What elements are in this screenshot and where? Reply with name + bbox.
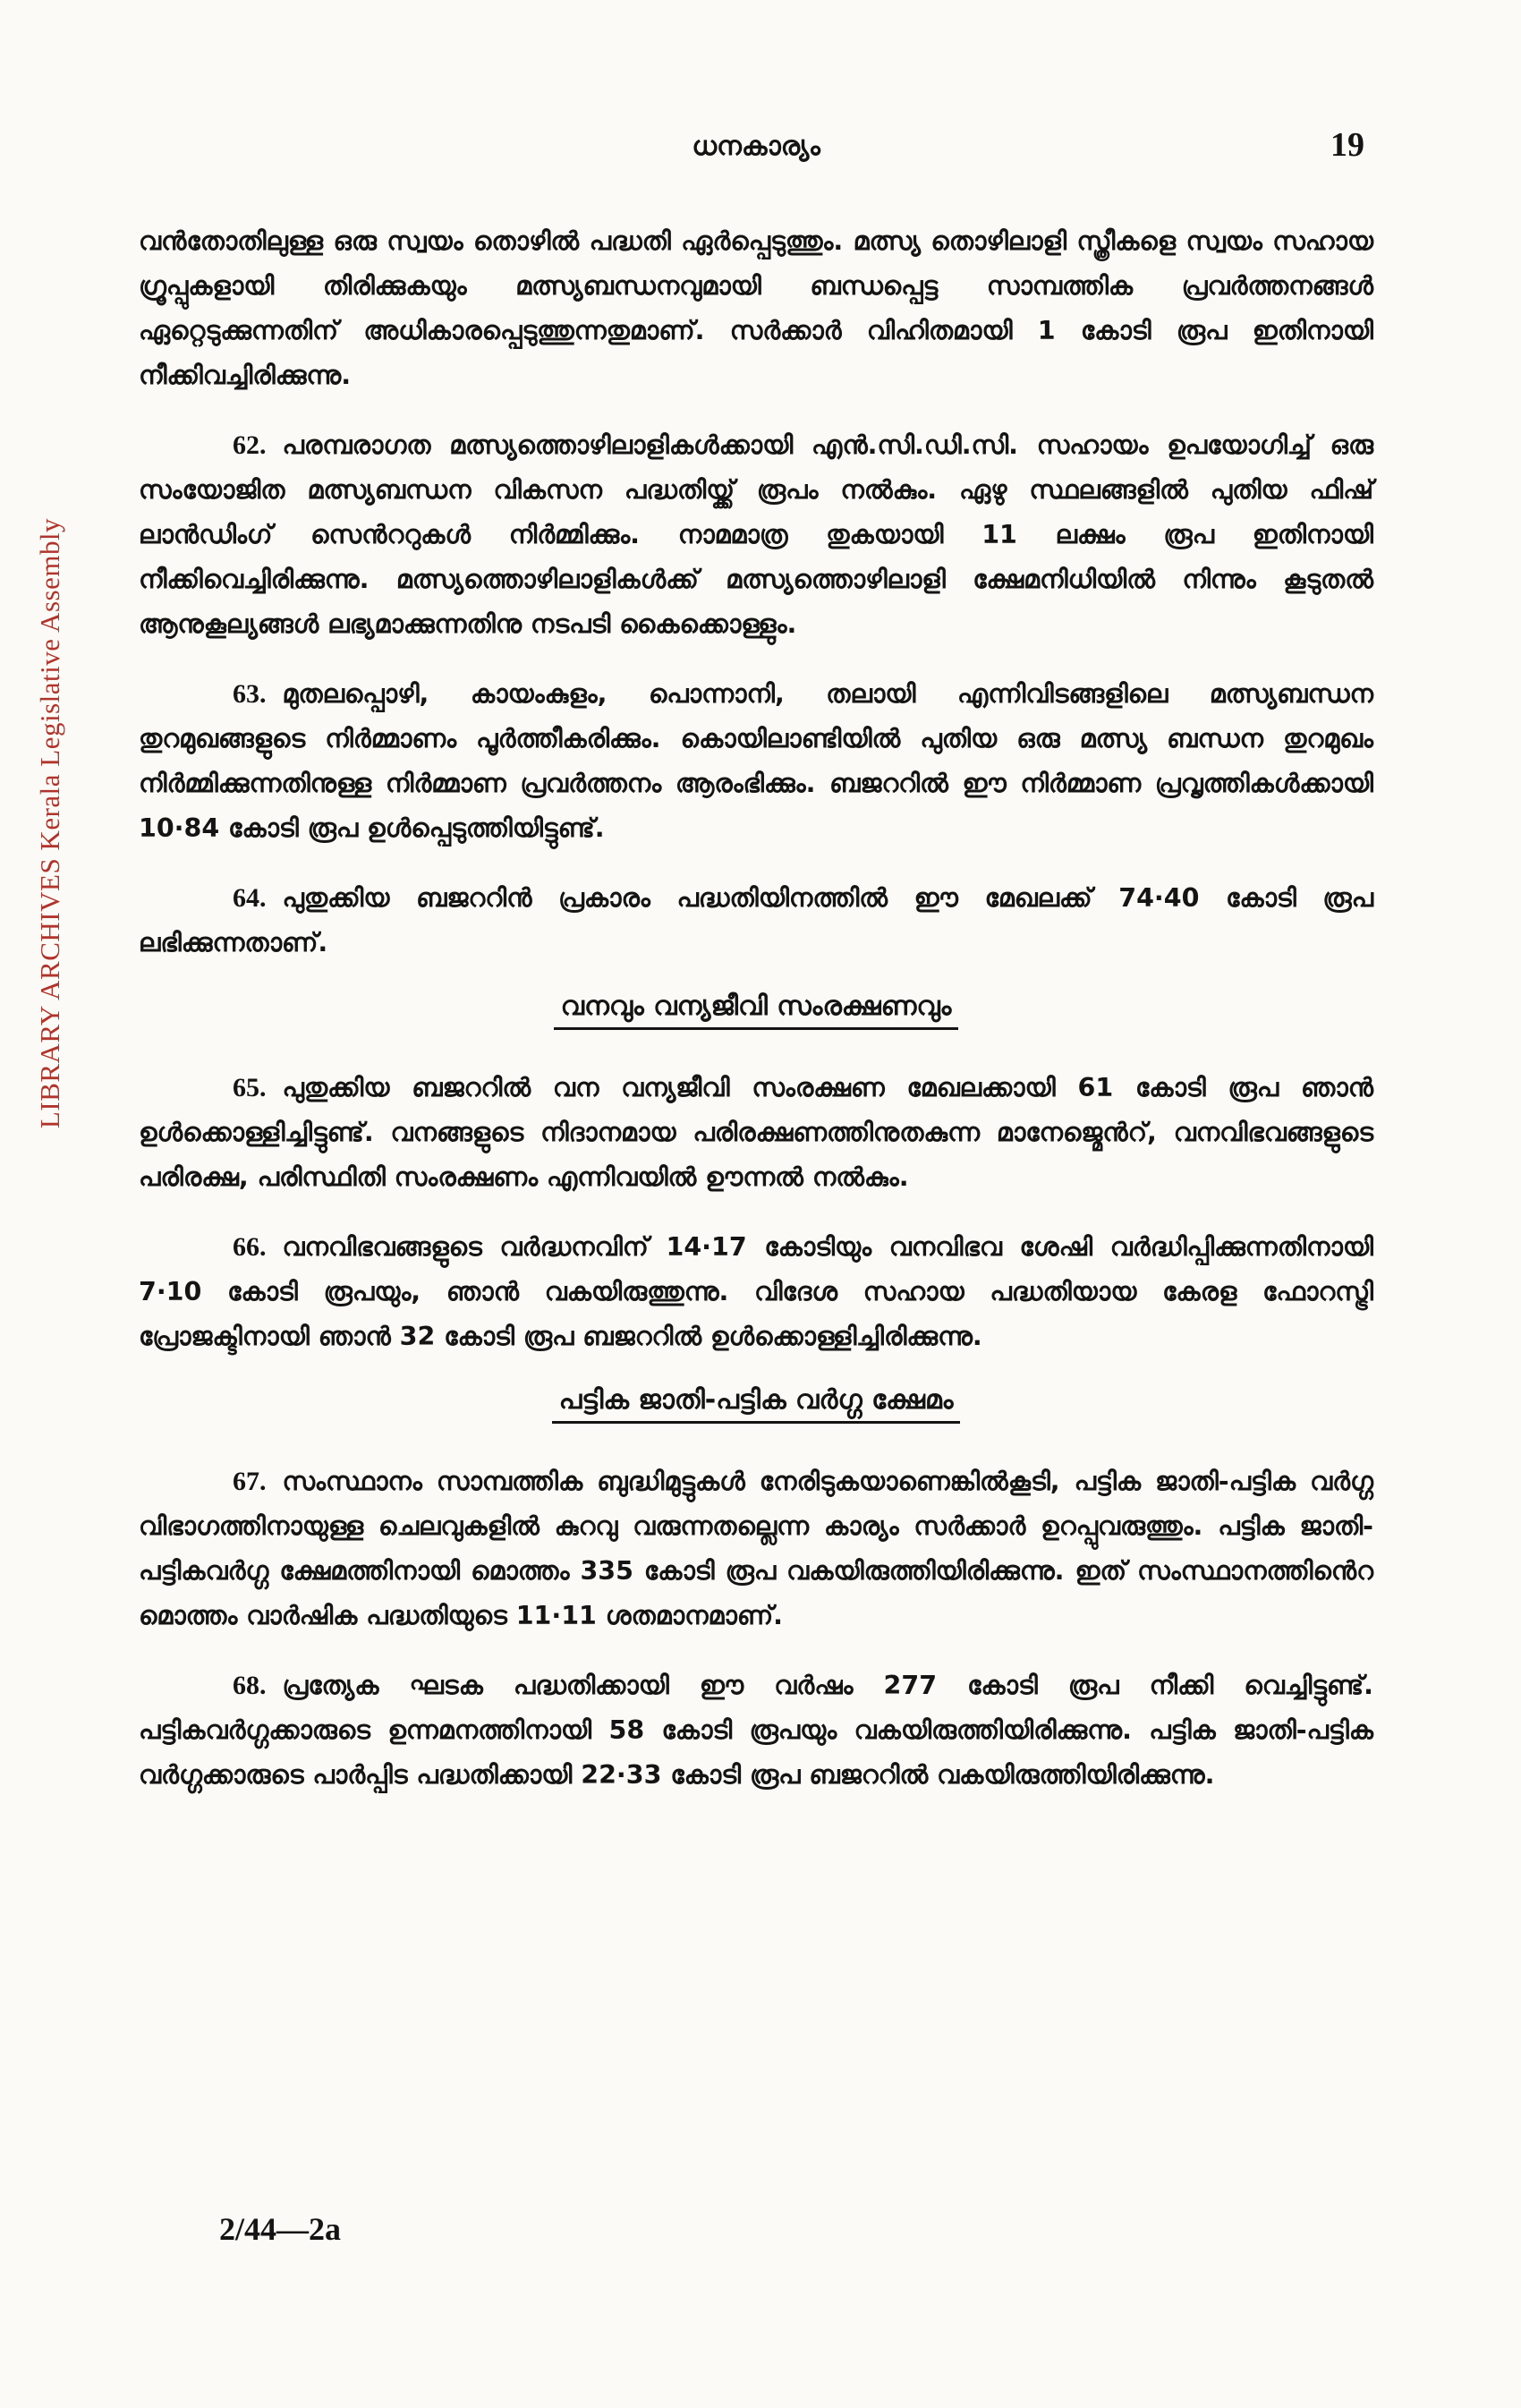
section-heading-sc-st [139,1384,1373,1424]
paragraph-text: സംസ്ഥാനം സാമ്പത്തിക ബുദ്ധിമുട്ടുകൾ നേരിടുകയാണെങ്കിൽകൂടി, പട്ടിക ജാതി-പട്ടിക വർഗ്ഗ വിഭാഗത്തിനായുള്ള ചെലവുകളിൽ കുറവു വരുന്നതല്ലെന്ന കാര്യം സർക്കാർ ഉറപ്പുവരുത്തും. പട്ടിക ജാതി-പട്ടികവർഗ്ഗ ക്ഷേമത്തിനായി മൊത്തം 335 കോടി രൂപ വകയിരുത്തിയിരിക്കുന്നു. ഇത് സംസ്ഥാനത്തിൻെറ മൊത്തം വാർഷിക പദ്ധതിയുടെ 11·11 ശതമാനമാണ്. [139,1467,1373,1630]
document-page [139,0,1373,2408]
paragraph-64 [139,876,1373,966]
body-text [139,219,1373,1823]
page-number: 19 [1330,126,1364,164]
paragraph-62 [139,423,1373,647]
signature-mark: 2/44—2a [219,2211,342,2247]
paragraph-number: 65. [233,1073,267,1102]
paragraph-number: 67. [233,1467,267,1496]
running-header [139,125,1373,168]
paragraph-text: പ്രത്യേക ഘടക പദ്ധതിക്കായി ഈ വർഷം 277 കോടി രൂപ നീക്കി വെച്ചിട്ടുണ്ട്. പട്ടികവർഗ്ഗക്കാരുടെ ഉന്നമനത്തിനായി 58 കോടി രൂപയും വകയിരുത്തിയിരിക്കുന്നു. പട്ടിക ജാതി-പട്ടിക വർഗ്ഗക്കാരുടെ പാർപ്പിട പദ്ധതിക്കായി 22·33 കോടി രൂപ ബജററിൽ വകയിരുത്തിയിരിക്കുന്നു. [139,1671,1373,1790]
section-heading-forest [139,991,1373,1030]
paragraph-number: 66. [233,1232,267,1262]
section-heading-text: പട്ടിക ജാതി-പട്ടിക വർഗ്ഗ ക്ഷേമം [552,1384,961,1424]
watermark-text: LIBRARY ARCHIVES Kerala Legislative Assembly [34,517,65,1129]
paragraph-65 [139,1066,1373,1200]
paragraph-text: മുതലപ്പൊഴി, കായംകുളം, പൊന്നാനി, തലായി എന്നിവിടങ്ങളിലെ മത്സ്യബന്ധന തുറമുഖങ്ങളുടെ നിർമ്മാണം പൂർത്തീകരിക്കും. കൊയിലാണ്ടിയിൽ പുതിയ ഒരു മത്സ്യ ബന്ധന തുറമുഖം നിർമ്മിക്കുന്നതിനുള്ള നിർമ്മാണ പ്രവർത്തനം ആരംഭിക്കും. ബജററിൽ ഈ നിർമ്മാണ പ്രവൃത്തികൾക്കായി 10·84 കോടി രൂപ ഉൾപ്പെടുത്തിയിട്ടുണ്ട്. [139,679,1373,843]
paragraph-number: 68. [233,1671,267,1700]
running-title: ധനകാര്യം [692,131,820,162]
paragraph-68 [139,1663,1373,1798]
paragraph-63 [139,672,1373,851]
paragraph-text: വനവിഭവങ്ങളുടെ വർദ്ധനവിന് 14·17 കോടിയും വനവിഭവ ശേഷി വർദ്ധിപ്പിക്കുന്നതിനായി 7·10 കോടി രൂപയും, ഞാൻ വകയിരുത്തുന്നു. വിദേശ സഹായ പദ്ധതിയായ കേരള ഫോറസ്ട്രി പ്രോജക്ടിനായി ഞാൻ 32 കോടി രൂപ ബജററിൽ ഉൾക്കൊള്ളിച്ചിരിക്കുന്നു. [139,1232,1373,1351]
paragraph-66 [139,1225,1373,1359]
paragraph-continued: വൻതോതിലുള്ള ഒരു സ്വയം തൊഴിൽ പദ്ധതി ഏർപ്പെടുത്തും. മത്സ്യ തൊഴിലാളി സ്ത്രീകളെ സ്വയം സഹായ ഗ്രൂപ്പുകളായി തിരിക്കുകയും മത്സ്യബന്ധനവുമായി ബന്ധപ്പെട്ട സാമ്പത്തിക പ്രവർത്തനങ്ങൾ ഏറ്റെടുക്കുന്നതിന് അധികാരപ്പെടുത്തുന്നതുമാണ്. സർക്കാർ വിഹിതമായി 1 കോടി രൂപ ഇതിനായി നീക്കിവച്ചിരിക്കുന്നു. [139,226,1373,390]
section-heading-text: വനവും വന്യജീവി സംരക്ഷണവും [554,991,959,1030]
paragraph-number: 64. [233,883,267,913]
paragraph-67 [139,1459,1373,1638]
paragraph-number: 63. [233,679,267,709]
paragraph-text: പുതുക്കിയ ബജററിൻ പ്രകാരം പദ്ധതിയിനത്തിൽ ഈ മേഖലക്ക് 74·40 കോടി രൂപ ലഭിക്കുന്നതാണ്. [139,883,1373,957]
paragraph-number: 62. [233,430,267,460]
paragraph-text: പുതുക്കിയ ബജററിൽ വന വന്യജീവി സംരക്ഷണ മേഖലക്കായി 61 കോടി രൂപ ഞാൻ ഉൾക്കൊള്ളിച്ചിട്ടുണ്ട്. വനങ്ങളുടെ നിദാനമായ പരിരക്ഷണത്തിനുതകുന്ന മാനേജ്മെൻറ്, വനവിഭവങ്ങളുടെ പരിരക്ഷ, പരിസ്ഥിതി സംരക്ഷണം എന്നിവയിൽ ഊന്നൽ നൽകും. [139,1073,1373,1192]
paragraph-text: പരമ്പരാഗത മത്സ്യത്തൊഴിലാളികൾക്കായി എൻ.സി.ഡി.സി. സഹായം ഉപയോഗിച്ച് ഒരു സംയോജിത മത്സ്യബന്ധന വികസന പദ്ധതിയ്ക്ക് രൂപം നൽകും. ഏഴു സ്ഥലങ്ങളിൽ പുതിയ ഫിഷ് ലാൻഡിംഗ് സെൻററുകൾ നിർമ്മിക്കും. നാമമാത്ര തുകയായി 11 ലക്ഷം രൂപ ഇതിനായി നീക്കിവെച്ചിരിക്കുന്നു. മത്സ്യത്തൊഴിലാളികൾക്ക് മത്സ്യത്തൊഴിലാളി ക്ഷേമനിധിയിൽ നിന്നും കൂടുതൽ ആനുകൂല്യങ്ങൾ ലഭ്യമാക്കുന്നതിനു നടപടി കൈക്കൊള്ളും. [139,430,1373,639]
